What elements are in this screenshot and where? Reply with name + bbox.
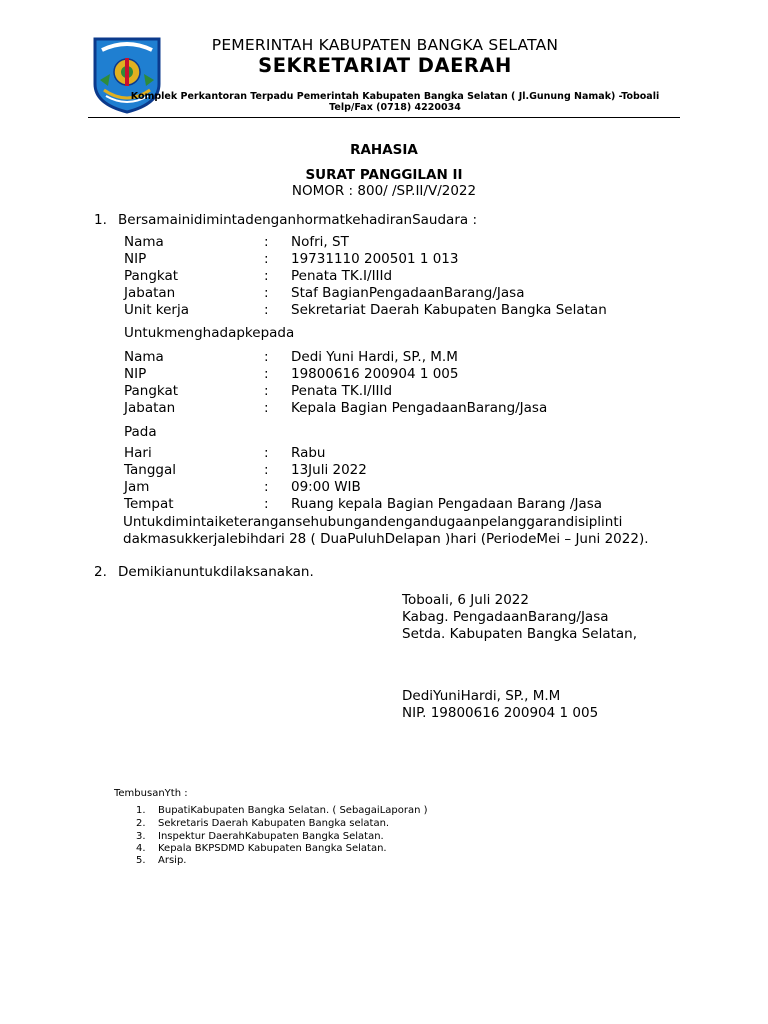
official-value: Dedi Yuni Hardi, SP., M.M [291, 349, 458, 365]
cc-item-text: Arsip. [158, 855, 187, 866]
official-label: NIP [124, 366, 147, 382]
cc-item-text: BupatiKabupaten Bangka Selatan. ( SebagaiLaporan ) [158, 805, 428, 816]
purpose-paragraph: Untukdimintaiketerangansehubungandengandugaanpelanggarandisiplinti dakmasukkerjalebihdari 28 ( DuaPuluhDelapan )hari (PeriodeMei – Juni 2022). [123, 514, 649, 547]
header-address [130, 91, 660, 113]
header-address-line2: Telp/Fax (0718) 4220034 [329, 102, 461, 113]
person-sep: : [264, 234, 269, 250]
signature-nip: NIP. 19800616 200904 1 005 [402, 705, 599, 721]
person-value: Sekretariat Daerah Kabupaten Bangka Selatan [291, 302, 607, 318]
schedule-label: Jam [124, 479, 150, 495]
cc-title: TembusanYth : [114, 788, 188, 799]
cc-item-number: 2. [136, 818, 146, 829]
person-label: Pangkat [124, 268, 179, 284]
schedule-sep: : [264, 496, 269, 512]
person-value: Nofri, ST [291, 234, 349, 250]
person-value: Penata TK.I/IIId [291, 268, 393, 284]
schedule-value: 09:00 WIB [291, 479, 361, 495]
header-address-line1: Komplek Perkantoran Terpadu Pemerintah Kabupaten Bangka Selatan ( Jl.Gunung Namak) -Toboali [130, 91, 660, 102]
signature-position-line2: Setda. Kabupaten Bangka Selatan, [402, 626, 638, 642]
on-intro: Pada [124, 424, 157, 440]
item2-number: 2. [94, 564, 107, 580]
meet-intro: Untukmenghadapkepada [124, 325, 295, 341]
cc-item-text: Inspektur DaerahKabupaten Bangka Selatan. [158, 831, 384, 842]
person-sep: : [264, 302, 269, 318]
schedule-label: Tempat [124, 496, 174, 512]
classification: RAHASIA [350, 142, 418, 158]
cc-item-number: 5. [136, 855, 146, 866]
official-sep: : [264, 366, 269, 382]
header-office-name: SEKRETARIAT DAERAH [258, 54, 512, 77]
person-label: NIP [124, 251, 147, 267]
person-sep: : [264, 268, 269, 284]
official-label: Jabatan [124, 400, 176, 416]
schedule-sep: : [264, 462, 269, 478]
signature-place-date: Toboali, 6 Juli 2022 [402, 592, 529, 608]
person-value: 19731110 200501 1 013 [291, 251, 459, 267]
official-sep: : [264, 400, 269, 416]
official-sep: : [264, 349, 269, 365]
person-sep: : [264, 285, 269, 301]
person-label: Unit kerja [124, 302, 189, 318]
official-value: Penata TK.I/IIId [291, 383, 393, 399]
cc-item-number: 4. [136, 843, 146, 854]
official-label: Nama [124, 349, 164, 365]
signature-position-line1: Kabag. PengadaanBarang/Jasa [402, 609, 609, 625]
cc-item-number: 1. [136, 805, 146, 816]
schedule-value: Rabu [291, 445, 326, 461]
person-label: Jabatan [124, 285, 176, 301]
schedule-label: Hari [124, 445, 152, 461]
schedule-label: Tanggal [124, 462, 177, 478]
header-divider [88, 117, 680, 118]
cc-item-number: 3. [136, 831, 146, 842]
person-label: Nama [124, 234, 164, 250]
schedule-sep: : [264, 479, 269, 495]
schedule-sep: : [264, 445, 269, 461]
person-value: Staf BagianPengadaanBarang/Jasa [291, 285, 525, 301]
official-value: 19800616 200904 1 005 [291, 366, 459, 382]
official-value: Kepala Bagian PengadaanBarang/Jasa [291, 400, 548, 416]
person-sep: : [264, 251, 269, 267]
official-sep: : [264, 383, 269, 399]
cc-item-text: Sekretaris Daerah Kabupaten Bangka selatan. [158, 818, 390, 829]
item1-intro: BersamainidimintadenganhormatkehadiranSaudara : [118, 212, 477, 228]
item2-text: Demikianuntukdilaksanakan. [118, 564, 314, 580]
letter-number: NOMOR : 800/ /SP.II/V/2022 [291, 183, 477, 199]
header-government-name: PEMERINTAH KABUPATEN BANGKA SELATAN [211, 36, 559, 54]
schedule-value: 13Juli 2022 [291, 462, 367, 478]
schedule-value: Ruang kepala Bagian Pengadaan Barang /Jasa [291, 496, 603, 512]
cc-item-text: Kepala BKPSDMD Kabupaten Bangka Selatan. [158, 843, 387, 854]
official-label: Pangkat [124, 383, 179, 399]
signature-name: DediYuniHardi, SP., M.M [402, 688, 561, 704]
letter-title: SURAT PANGGILAN II [305, 167, 463, 183]
item1-number: 1. [94, 212, 107, 228]
